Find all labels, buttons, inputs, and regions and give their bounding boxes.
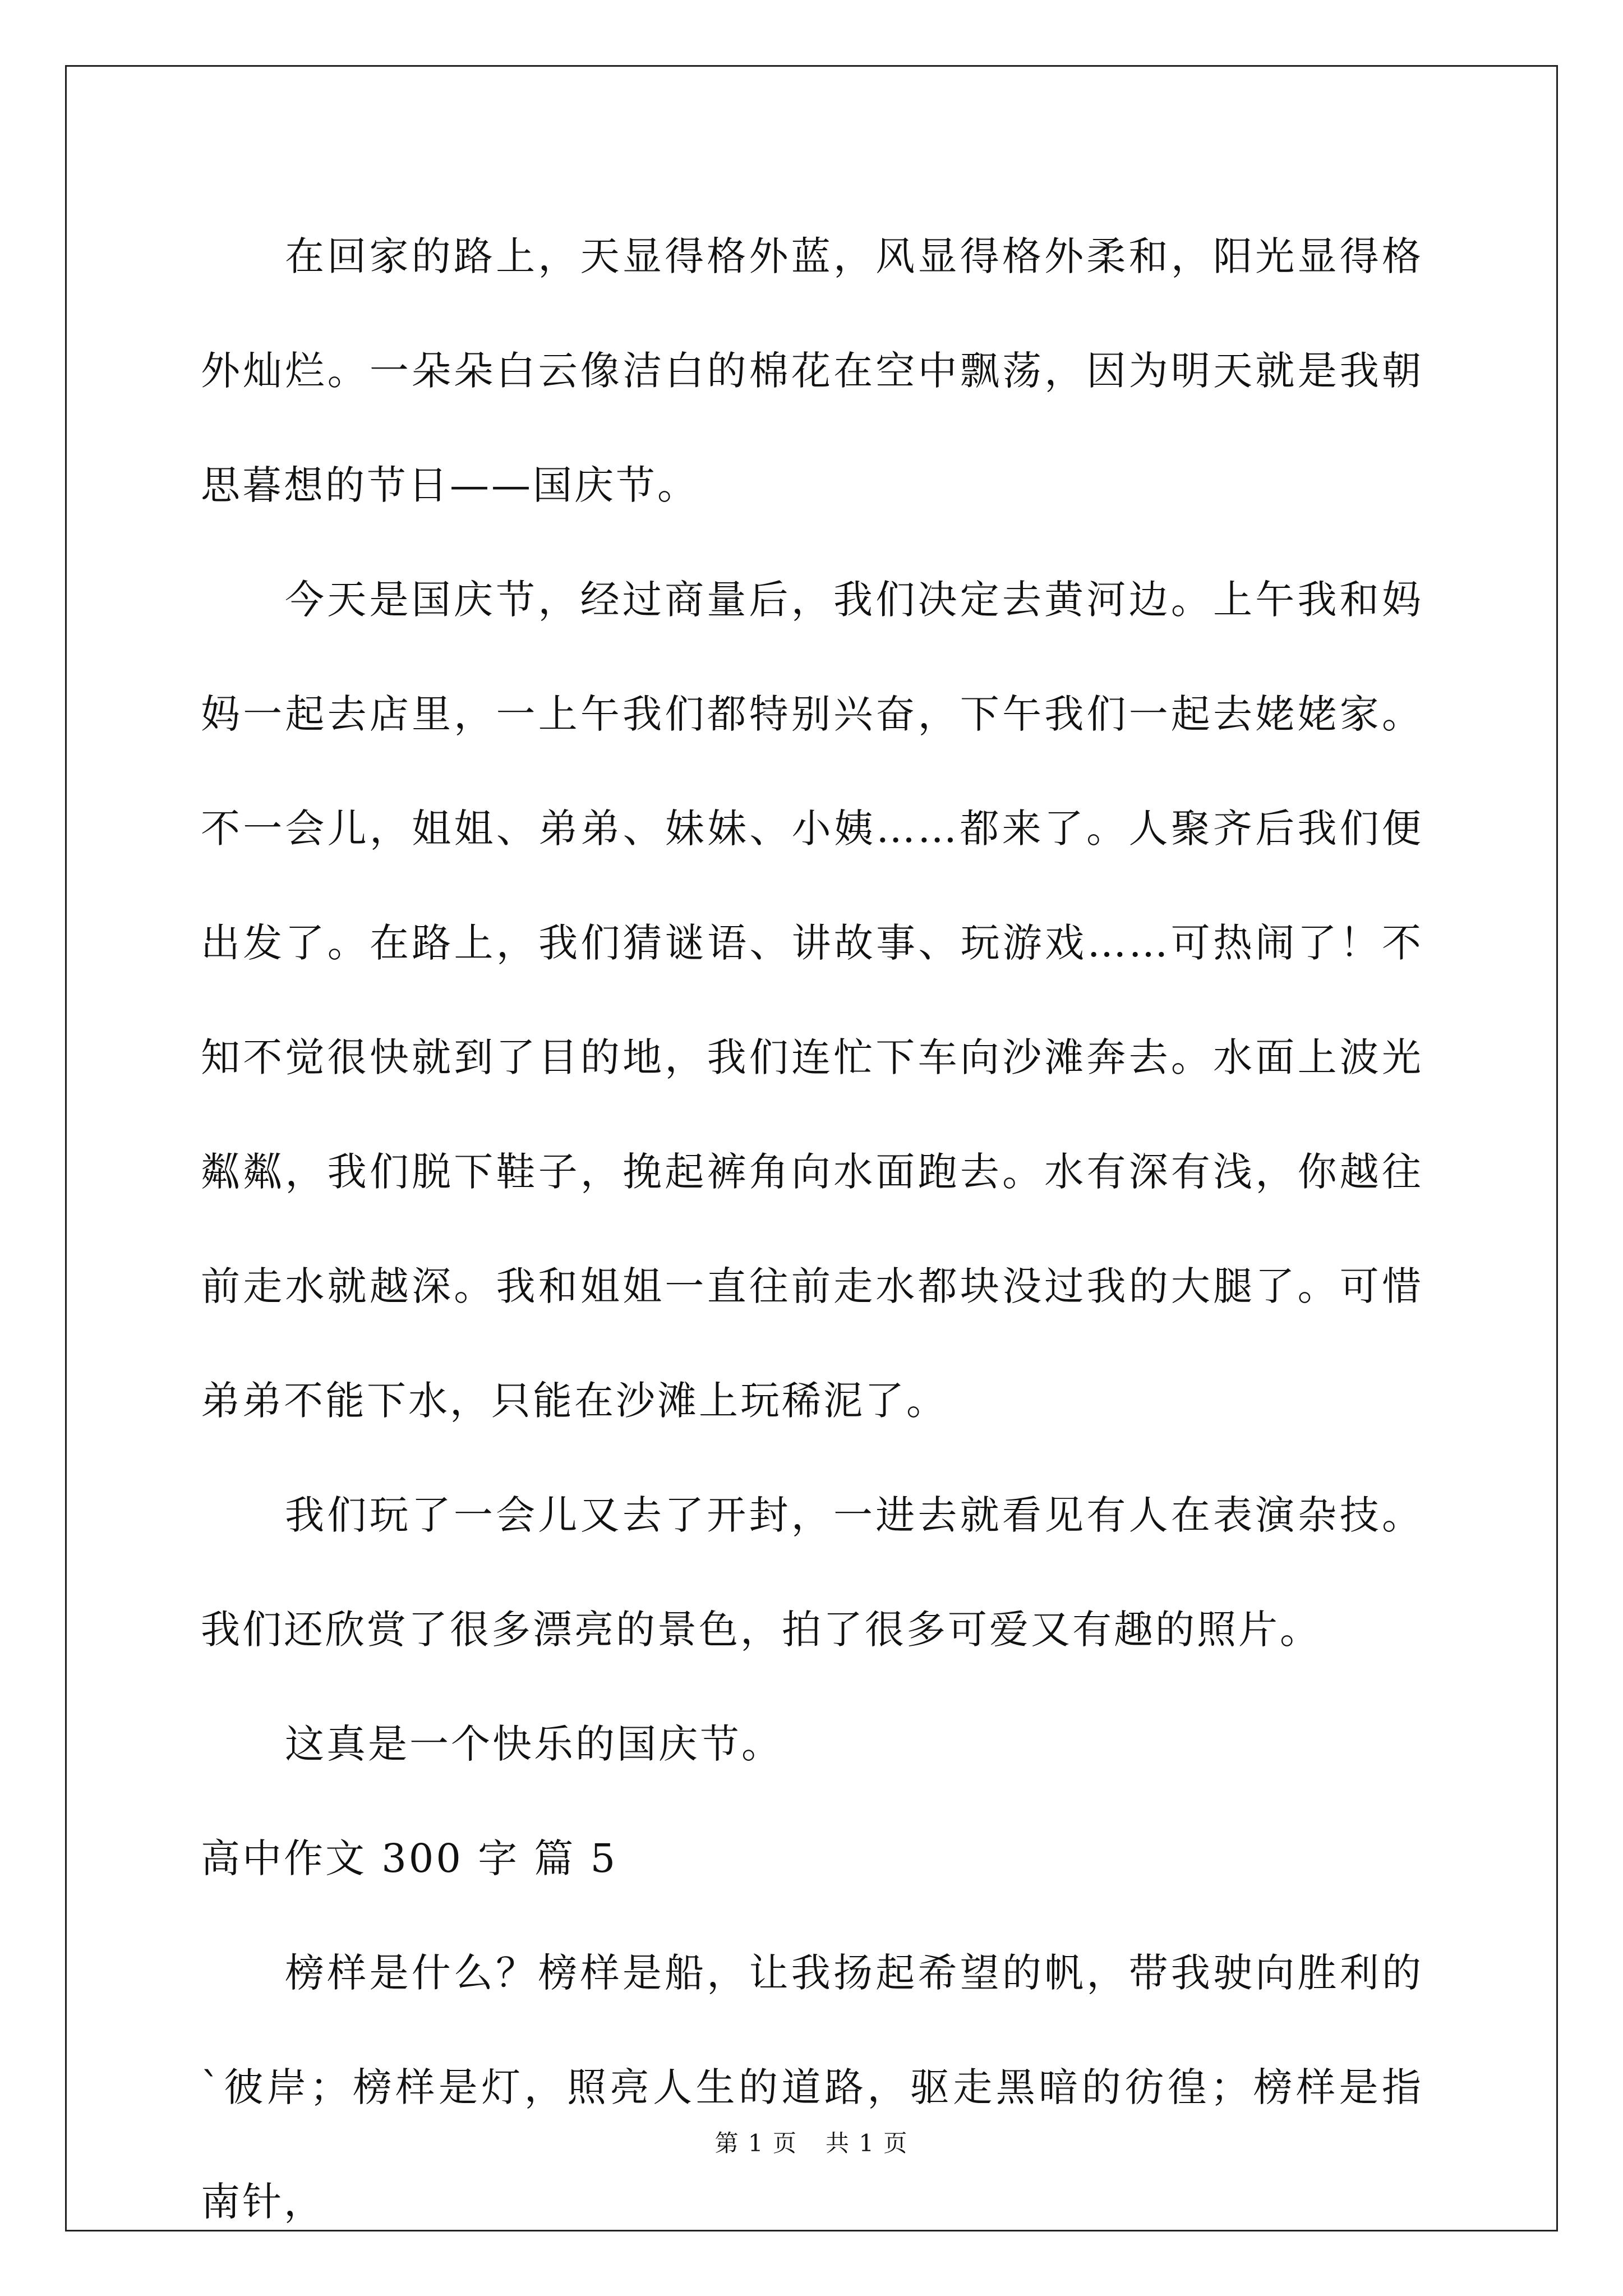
section-paragraph: 榜样是什么？榜样是船，让我扬起希望的帆，带我驶向胜利的`彼岸；榜样是灯，照亮人生的道路，驱走黑暗的彷徨；榜样是指南针， bbox=[201, 1950, 1423, 2225]
paragraph-2: 今天是国庆节，经过商量后，我们决定去黄河边。上午我和妈妈一起去店里，一上午我们都特别兴奋，下午我们一起去姥姥家。不一会儿，姐姐、弟弟、妹妹、小姨……都来了。人聚齐后我们便出发了。在路上，我们猜谜语、讲故事、玩游戏……可热闹了！不知不觉很快就到了目的地，我们连忙下车向沙滩奔去。水面上波光粼粼，我们脱下鞋子，挽起裤角向水面跑去。水有深有浅，你越往前走水就越深。我和姐姐一直往前走水都块没过我的大腿了。可惜弟弟不能下水，只能在沙滩上玩稀泥了。 bbox=[201, 577, 1423, 1424]
section-heading: 高中作文 300 字 篇 5 bbox=[201, 1835, 618, 1881]
document-body bbox=[201, 199, 1423, 2259]
paragraph-1: 在回家的路上，天显得格外蓝，风显得格外柔和，阳光显得格外灿烂。一朵朵白云像洁白的棉花在空中飘荡，因为明天就是我朝思暮想的节日——国庆节。 bbox=[201, 233, 1423, 508]
page-number: 第 1 页 bbox=[714, 2129, 797, 2157]
page-total: 共 1 页 bbox=[826, 2129, 909, 2157]
paragraph-3: 我们玩了一会儿又去了开封，一进去就看见有人在表演杂技。我们还欣赏了很多漂亮的景色，拍了很多可爱又有趣的照片。 bbox=[201, 1492, 1423, 1653]
paragraph-4: 这真是一个快乐的国庆节。 bbox=[285, 1721, 783, 1767]
page-footer bbox=[0, 2125, 1623, 2159]
